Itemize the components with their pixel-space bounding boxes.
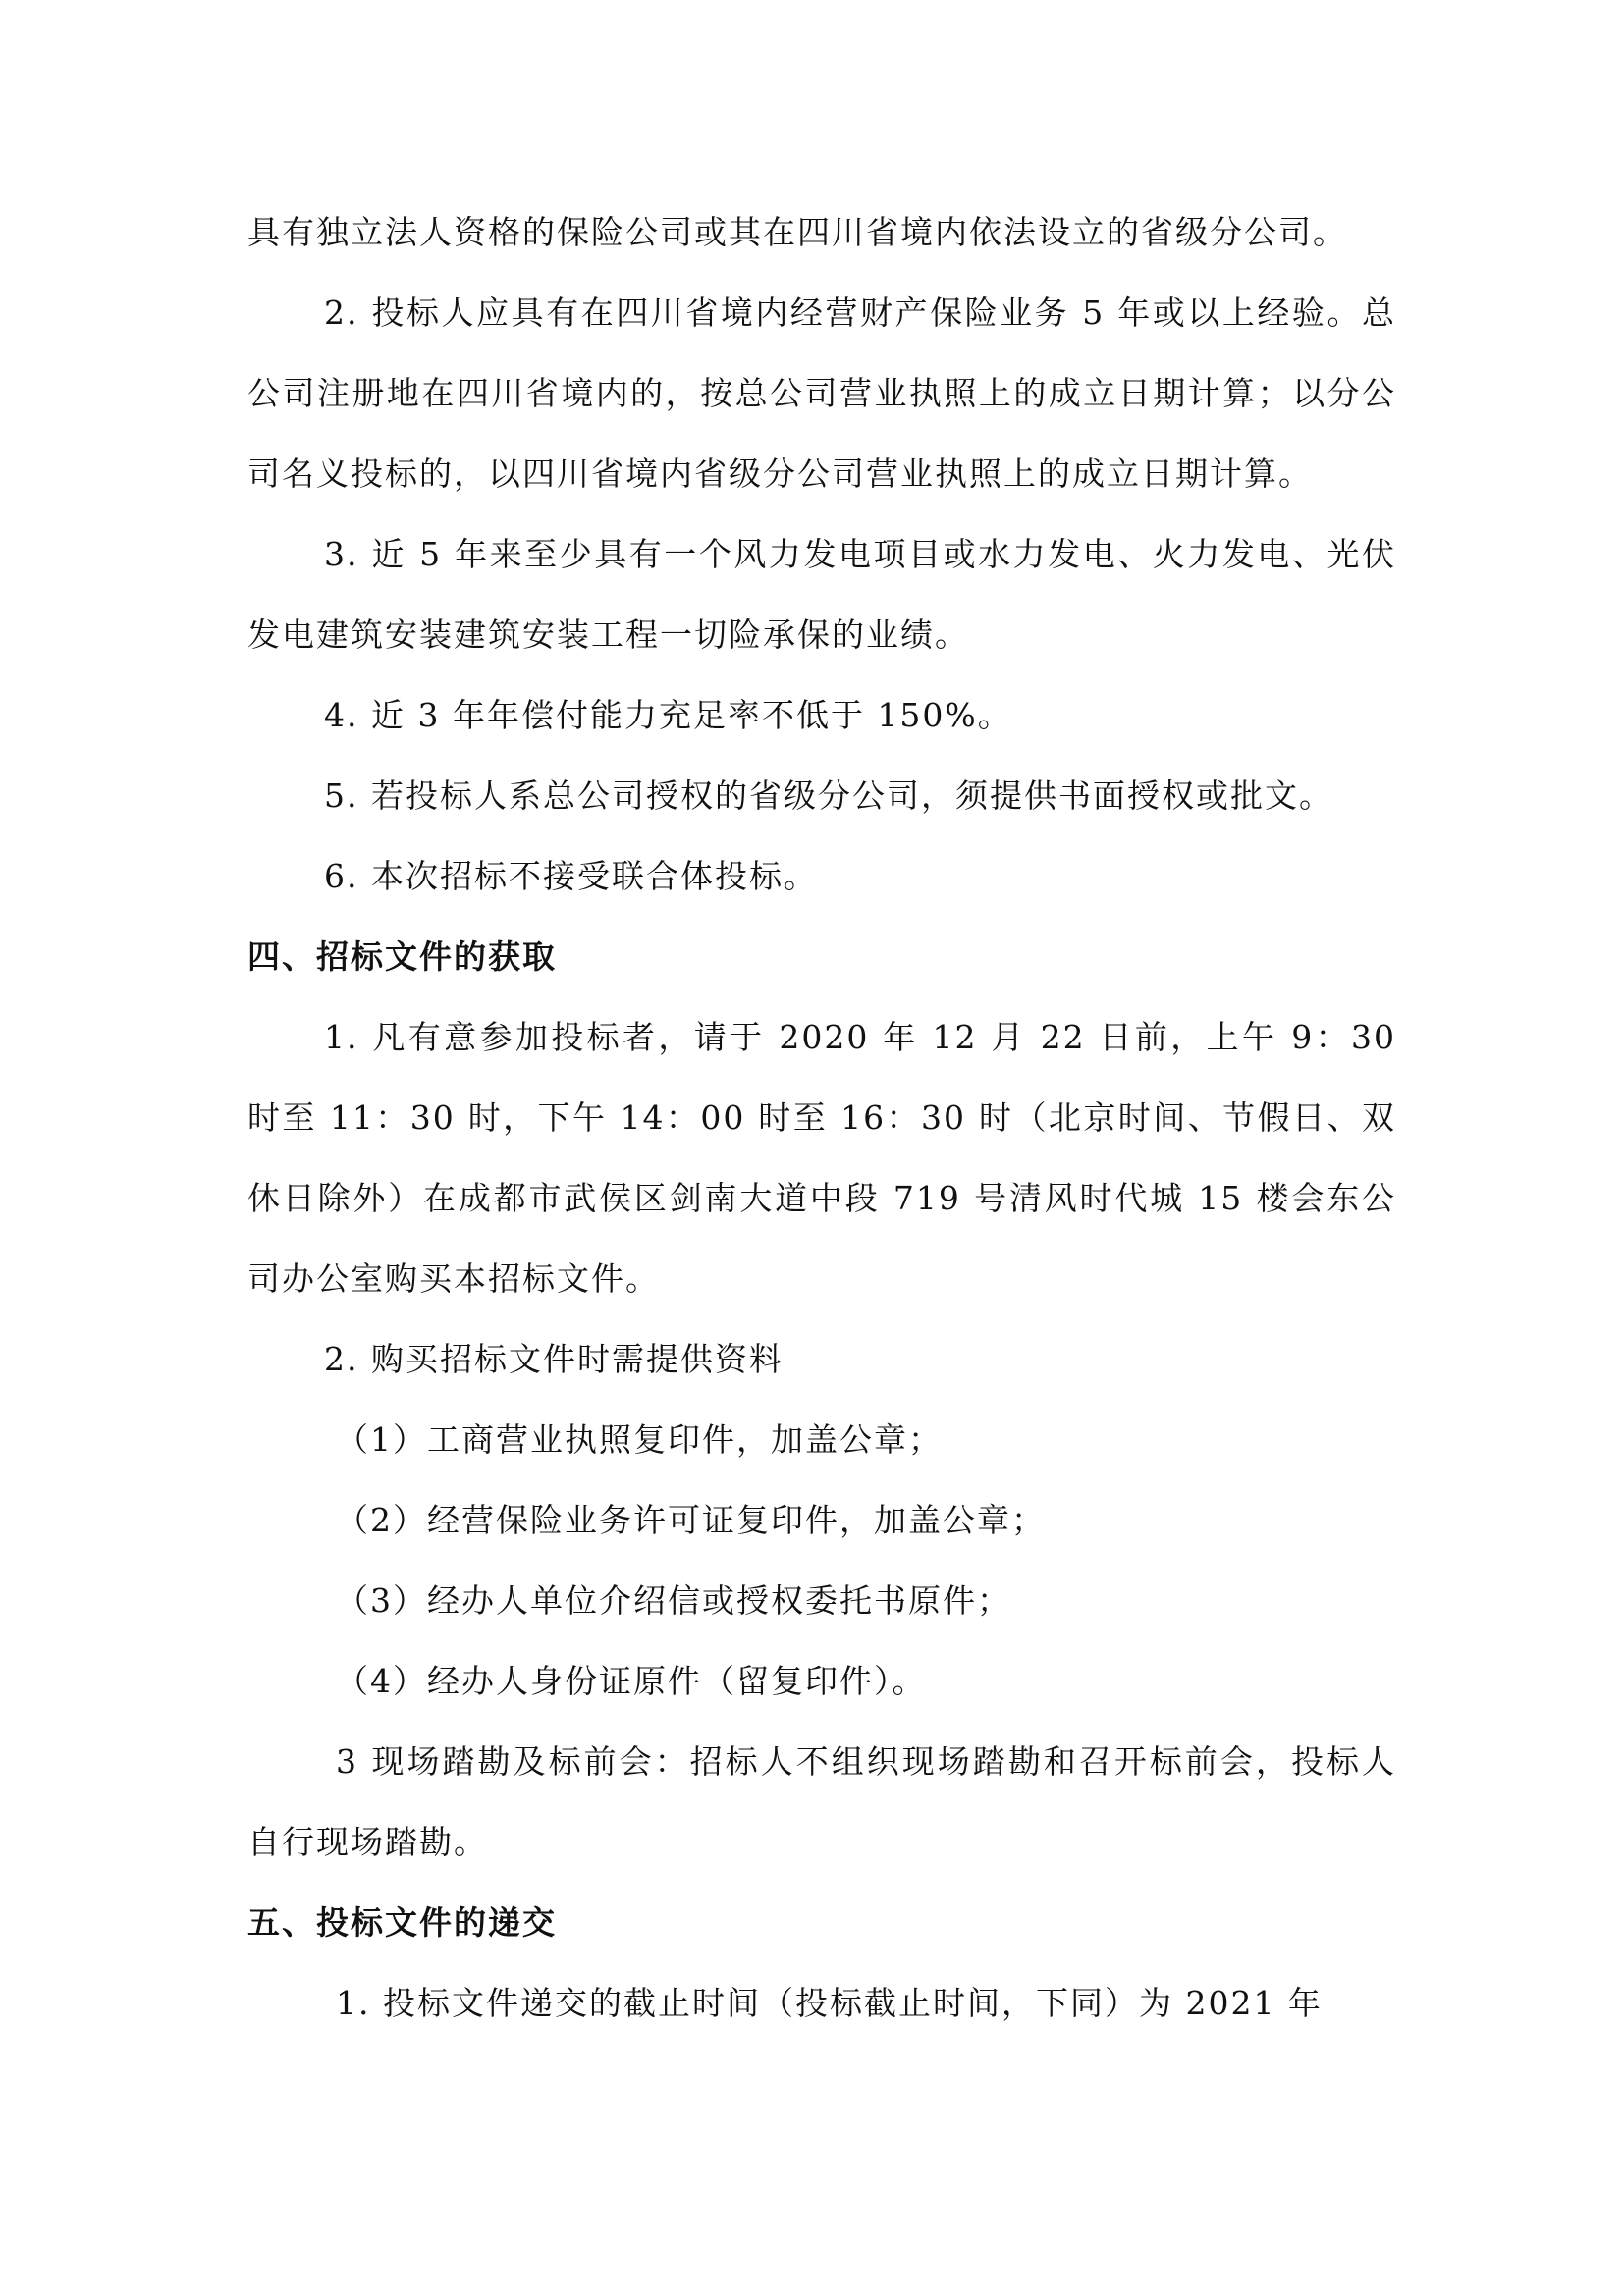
- paragraph-obtain-1: 1. 凡有意参加投标者，请于 2020 年 12 月 22 日前，上午 9：30 时至 11：30 时，下午 14：00 时至 16：30 时（北京时间、节假日、双休日除外）在成都市武侯区剑南大道中段 719 号清风时代城 15 楼会东公司办公室购买本招标文件。: [247, 1018, 1396, 1298]
- paragraph-requirement-6: 6. 本次招标不接受联合体投标。: [324, 857, 818, 895]
- document-body: [247, 192, 1396, 2044]
- section-heading-5: 五、投标文件的递交: [247, 1903, 557, 1942]
- list-item-2: （2）经营保险业务许可证复印件，加盖公章；: [336, 1501, 1046, 1539]
- list-item-4: （4）经办人身份证原件（留复印件）。: [336, 1662, 927, 1700]
- paragraph-requirement-5: 5. 若投标人系总公司授权的省级分公司，须提供书面授权或批文。: [324, 776, 1333, 815]
- paragraph-requirement-2: 2. 投标人应具有在四川省境内经营财产保险业务 5 年或以上经验。总公司注册地在四川省境内的，按总公司营业执照上的成立日期计算；以分公司名义投标的，以四川省境内省级分公司营业执照上的成立日期计算。: [247, 294, 1396, 493]
- list-item-3: （3）经办人单位介绍信或授权委托书原件；: [336, 1581, 1011, 1620]
- list-item-1: （1）工商营业执照复印件，加盖公章；: [336, 1420, 943, 1459]
- paragraph-submission-1: 1. 投标文件递交的截止时间（投标截止时间，下同）为 2021 年: [336, 1984, 1323, 2022]
- section-heading-4: 四、招标文件的获取: [247, 937, 557, 976]
- paragraph-site-survey: 3 现场踏勘及标前会：招标人不组织现场踏勘和召开标前会，投标人自行现场踏勘。: [247, 1742, 1396, 1861]
- paragraph-requirement-4: 4. 近 3 年年偿付能力充足率不低于 150%。: [324, 696, 1012, 734]
- paragraph-qualification-continued: 具有独立法人资格的保险公司或其在四川省境内依法设立的省级分公司。: [247, 213, 1347, 251]
- paragraph-requirement-3: 3. 近 5 年来至少具有一个风力发电项目或水力发电、火力发电、光伏发电建筑安装建筑安装工程一切险承保的业绩。: [247, 535, 1396, 654]
- paragraph-obtain-2: 2. 购买招标文件时需提供资料: [324, 1340, 784, 1378]
